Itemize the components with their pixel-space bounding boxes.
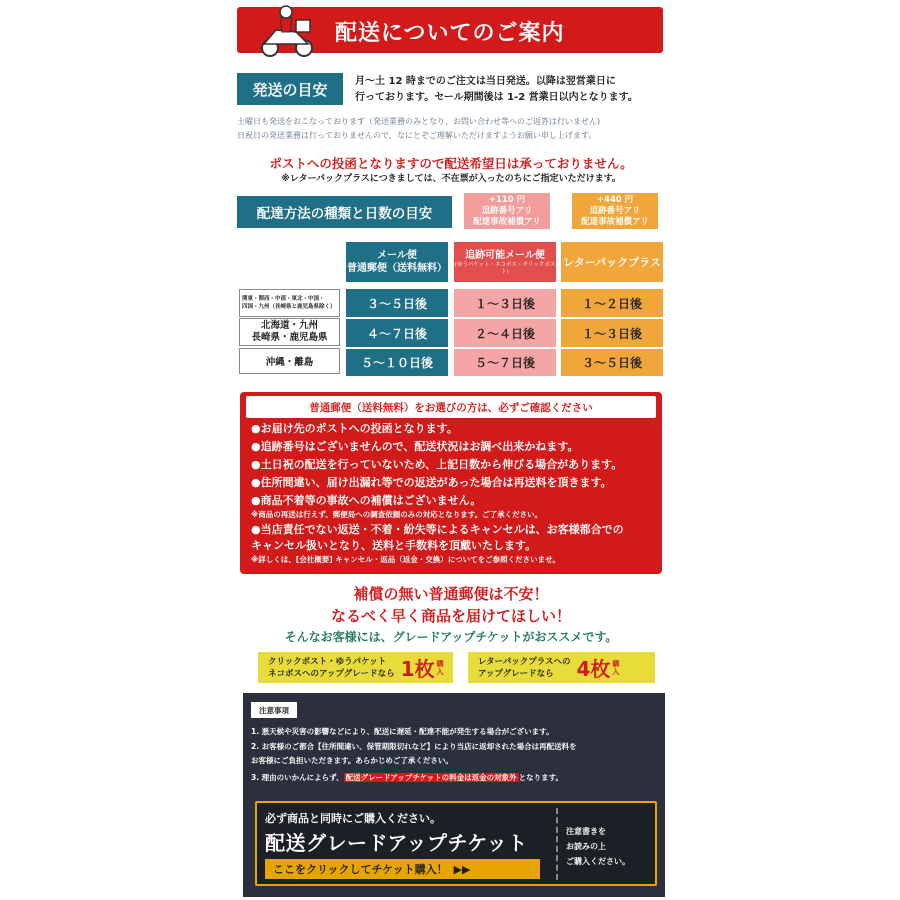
shipping-note [237,115,667,143]
caution-text: 3. 理由のいかんによらず、 [251,773,344,782]
region-cell [239,289,340,317]
days-letterpack: ３〜５日後 [561,349,663,376]
shipping-main-text [355,74,665,106]
caution-highlight: 配送グレードアップチケットの料金は返金の対象外 [345,773,517,782]
tag-suffix: 購入 [612,659,620,676]
tag-text-line: ネコポスへのアップグレードなら [268,668,395,679]
column-header-tracked [454,242,556,282]
region-line: 関東・関西・中部・東北・中国・ [242,296,325,302]
tag-text-line: クリックポスト・ゆうパケット [268,656,387,667]
extra-price: +110 円 [488,195,526,205]
days-letterpack: １〜２日後 [561,289,663,317]
caution-item: お客様にご負担いただきます。あらかじめご了承ください。 [251,756,453,765]
warning-item: ●住所間違い、届け出漏れ等での返送があった場合は再送料を頂きます。 [251,476,612,489]
shipping-label: 発送の目安 [237,73,343,105]
header-line: 追跡可能メール便 [465,249,545,261]
days-mail: ５〜１０日後 [346,349,448,376]
tag-count: 4枚 [576,657,611,681]
warning-item: ●商品不着等の事故への補償はございません。 [251,494,482,507]
warning-item: キャンセル扱いとなり、送料と手数料を頂戴いたします。 [251,539,537,552]
upgrade-tag-letterpack [468,652,655,683]
letterpack-extra-badge [572,193,658,229]
days-tracked: １〜３日後 [454,289,556,317]
caution-item: 1. 悪天候や災害の影響などにより、配送に遅延・配達不能が発生する場合がございます。 [251,727,554,736]
warning-item: ●土日祝の配送を行っていないため、上記日数から伸びる場合があります。 [251,458,623,471]
ticket-divider [556,808,558,880]
buy-ticket-button[interactable] [265,859,540,879]
warning-item: ●追跡番号はございませんので、配送状況はお調べ出来かねます。 [251,440,579,453]
warning-item: ●お届け先のポストへの投函となります。 [251,422,458,435]
header-subline: (ゆうパケット・ネコポス・クリックポスト) [454,261,556,275]
region-line: 長崎県・鹿児島県 [251,332,328,343]
side-note-line: ご購入ください。 [566,857,630,866]
header-line: メール便 [377,250,417,261]
caution-text: となります。 [518,773,564,782]
shipping-note-line: 土曜日も発送をおこなっております（発送業務のみとなり、お問い合わせ等へのご返答は行いません) [237,117,601,126]
extra-insurance: 配達事故補償アリ [473,217,541,227]
promo-headline: なるべく早く商品を届けてほしい！ [330,607,571,625]
header-line: 普通郵便（送料無料） [347,263,447,274]
days-letterpack: １〜３日後 [561,319,663,347]
ticket-side-note [566,824,646,869]
tag-count: 1枚 [400,657,435,681]
region-cell [239,318,340,346]
caution-label: 注意事項 [251,702,297,718]
upgrade-tag-tracked [258,652,453,683]
region-line: 四国・九州（長崎県と鹿児島県除く） [242,304,336,310]
tag-text-line: アップグレードなら [478,668,554,679]
extra-tracking: 追跡番号アリ [589,206,641,216]
caution-item: 2. お客様のご都合【住所間違い、保管期限切れなど】により当店に返却された場合は再配送料を [251,742,577,751]
buy-ticket-label: ここをクリックしてチケット購入！ [273,863,448,876]
side-note-line: 注意書きを [566,827,606,836]
days-mail: ４〜７日後 [346,319,448,347]
region-line: 北海道・九州 [260,320,318,331]
caution-item [251,772,661,784]
column-header-mail [346,242,448,282]
region-line: 沖縄・離島 [265,357,314,368]
delivery-date-notice: ポストへの投函となりますので配送希望日は承っておりません。 [269,156,633,171]
days-tracked: ５〜７日後 [454,349,556,376]
page-title: 配送についてのご案内 [335,21,565,46]
delivery-scooter-icon [256,4,318,60]
warning-box-title: 普通郵便（送料無料）をお選びの方は、必ずご確認ください [246,396,656,418]
warning-detail-note: ※詳しくは、[会社概要] キャンセル・返品（返金・交換）についてをご参照くださいませ。 [251,555,560,564]
shipping-main-line: 行っております。セール期間後は 1-2 営業日以内となります。 [355,92,638,103]
side-note-line: お読みの上 [566,842,606,851]
ticket-title: 配送グレードアップチケット [265,831,528,855]
header-line: レターパックプラス [563,255,661,269]
region-cell [239,348,340,374]
warning-item: ●当店責任でない返送・不着・紛失等によるキャンセルは、お客様都合での [251,523,624,536]
extra-tracking: 追跡番号アリ [481,206,533,216]
letterpack-notice: ※レターパックプラスにつきましては、不在票が入ったのちにご指定いただけます。 [281,174,621,184]
column-header-letterpack [561,242,663,282]
tracked-mail-extra-badge [464,193,550,229]
shipping-main-line: 月〜土 12 時までのご注文は当日発送。以降は翌営業日に [355,76,616,87]
extra-insurance: 配達事故補償アリ [581,217,649,227]
delivery-methods-label: 配達方法の種類と日数の目安 [237,196,452,228]
tag-suffix: 購入 [436,659,444,676]
ticket-instruction: 必ず商品と同時にご購入ください。 [265,812,441,825]
arrow-right-icon: ▶▶ [453,862,471,876]
promo-recommendation: そんなお客様には、グレードアップチケットがおススメです。 [284,630,618,644]
tag-text-line: レターパックプラスへの [478,656,571,667]
promo-headline: 補償の無い普通郵便は不安！ [353,585,549,603]
days-mail: ３〜５日後 [346,289,448,317]
shipping-note-line: 日祝日の発送業務は行っておりませんので、なにとぞご理解いただけますようお願い申し上げます。 [237,131,597,140]
warning-small-note: ※商品の再送は行えず、郵便局への調査依頼のみの対応となります。ご了承ください。 [251,510,543,519]
days-tracked: ２〜４日後 [454,319,556,347]
extra-price: +440 円 [596,195,634,205]
